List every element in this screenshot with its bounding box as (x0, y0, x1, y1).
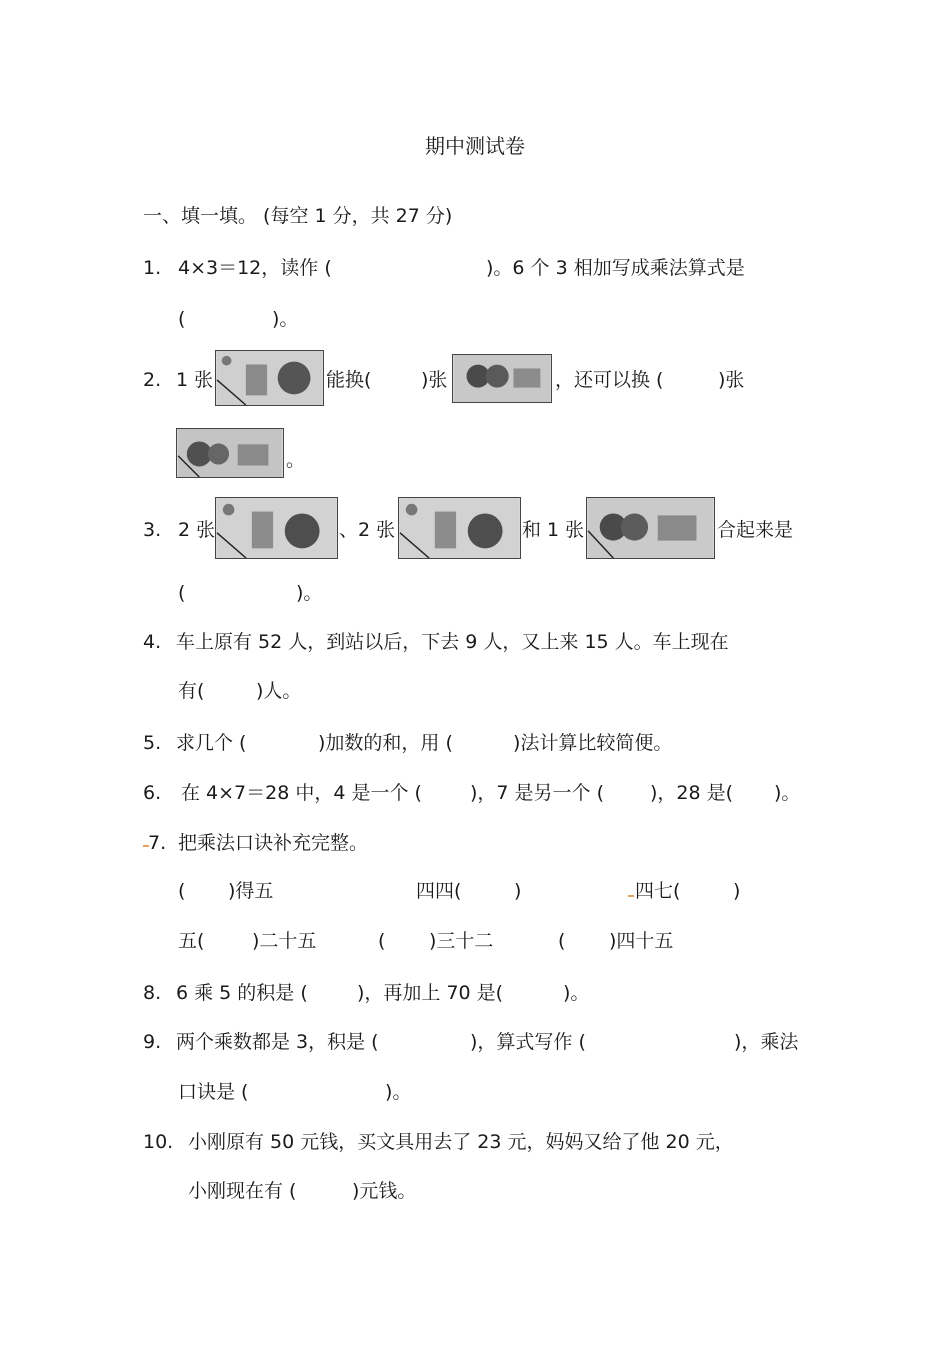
q2-text-e: )张 (718, 369, 745, 391)
q7-text-a: 把乘法口诀补充完整。 (178, 832, 369, 854)
q7-r1-c3: 四四( (416, 880, 462, 902)
q3-number: 3. (143, 519, 162, 541)
q2-number: 2. (143, 369, 162, 391)
q5-text-a: 求几个 ( (176, 732, 247, 754)
q3-text-a: 2 张 (178, 519, 216, 541)
q9-text-d: 口诀是 ( (178, 1081, 249, 1103)
banknote-one-jiao-graphic (177, 429, 283, 477)
banknote-one-yuan-graphic (216, 351, 323, 405)
q6-text-a: 在 4×7＝28 中，4 是一个 ( (181, 782, 422, 804)
q5-text-b: )加数的和，用 ( (318, 732, 453, 754)
q7-r1-c4: ) (514, 880, 522, 902)
q1-text-d: )。 (272, 308, 299, 330)
q7-r2-c4: )三十二 (429, 930, 494, 952)
q7-r2-c1: 五( (178, 930, 205, 952)
q3-text-c: 和 1 张 (522, 519, 585, 541)
q5-number: 5. (143, 732, 162, 754)
banknote-one-yuan-b-graphic (399, 498, 520, 558)
q2-text-d: ，还可以换 ( (555, 369, 664, 391)
q3-text-d: 合起来是 (717, 519, 794, 541)
q7-r2-c6: )四十五 (609, 930, 674, 952)
q7-r1-c2: )得五 (228, 880, 274, 902)
banknote-two-jiao-b-image (586, 497, 715, 559)
q3-text-f: )。 (296, 582, 323, 604)
q1-text-c: ( (178, 308, 186, 330)
q10-text-c: )元钱。 (352, 1180, 417, 1202)
q7-r1-c5: 四七( (635, 880, 681, 902)
q2-text-f: 。 (286, 449, 306, 471)
q9-text-c: )，乘法 (734, 1031, 799, 1053)
q5-text-c: )法计算比较简便。 (513, 732, 673, 754)
q2-text-b: 能换( (326, 369, 372, 391)
q10-text-b: 小刚现在有 ( (188, 1180, 297, 1202)
q1-number: 1. (143, 257, 162, 279)
q7-r2-c2: )二十五 (252, 930, 317, 952)
q1-text-a: 4×3＝12，读作 ( (178, 257, 332, 279)
q9-text-a: 两个乘数都是 3，积是 ( (176, 1031, 379, 1053)
banknote-one-jiao-image (176, 428, 284, 478)
banknote-five-yuan-image (215, 497, 338, 559)
q8-text-c: )。 (563, 982, 590, 1004)
scan-mark-2 (628, 895, 634, 897)
banknote-one-yuan-image (215, 350, 324, 406)
q8-text-a: 6 乘 5 的积是 ( (176, 982, 308, 1004)
banknote-two-jiao-b-graphic (587, 498, 714, 558)
q3-text-b: 、2 张 (339, 519, 396, 541)
banknote-five-yuan-graphic (216, 498, 337, 558)
q10-number: 10. (143, 1131, 174, 1153)
section-heading: 一、填一填。 (每空 1 分，共 27 分) (143, 205, 453, 227)
q9-text-e: )。 (385, 1081, 412, 1103)
banknote-two-jiao-graphic (453, 355, 551, 402)
q10-text-a: 小刚原有 50 元钱，买文具用去了 23 元，妈妈又给了他 20 元， (188, 1131, 734, 1153)
q1-text-b: )。6 个 3 相加写成乘法算式是 (486, 257, 745, 279)
banknote-one-yuan-b-image (398, 497, 521, 559)
q7-r1-c1: ( (178, 880, 186, 902)
banknote-two-jiao-image (452, 354, 552, 403)
q6-text-c: )，28 是( (650, 782, 734, 804)
q8-text-b: )，再加上 70 是( (357, 982, 504, 1004)
q7-r1-c6: ) (733, 880, 741, 902)
page-title: 期中测试卷 (425, 134, 525, 158)
q4-text-c: )人。 (256, 680, 302, 702)
q6-number: 6. (143, 782, 162, 804)
q6-text-b: )，7 是另一个 ( (470, 782, 604, 804)
q7-r2-c3: ( (378, 930, 386, 952)
q8-number: 8. (143, 982, 162, 1004)
q6-text-d: )。 (774, 782, 801, 804)
q9-number: 9. (143, 1031, 162, 1053)
q3-text-e: ( (178, 582, 186, 604)
q7-number: 7. (148, 832, 167, 854)
q4-text-a: 车上原有 52 人，到站以后，下去 9 人，又上来 15 人。车上现在 (176, 631, 729, 653)
q4-text-b: 有( (178, 680, 205, 702)
q9-text-b: )，算式写作 ( (470, 1031, 586, 1053)
q2-text-c: )张 (421, 369, 448, 391)
q7-r2-c5: ( (558, 930, 566, 952)
q4-number: 4. (143, 631, 162, 653)
q2-text-a: 1 张 (176, 369, 214, 391)
